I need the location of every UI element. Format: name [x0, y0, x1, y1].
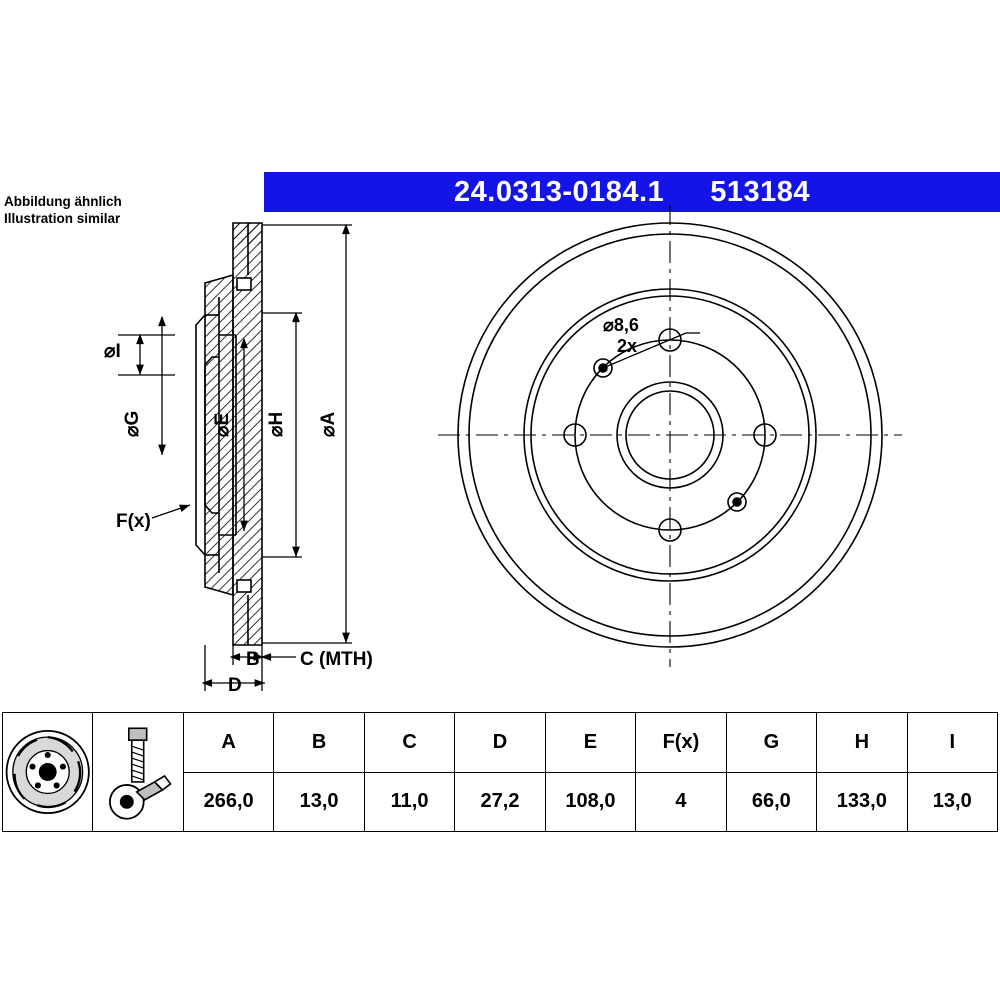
spec-header-E: E [545, 713, 635, 773]
brake-disc-icon [3, 713, 92, 831]
spec-header-A: A [183, 713, 273, 773]
mounting-bolt-icon-cell [93, 713, 183, 832]
spec-header-F: F(x) [636, 713, 726, 773]
technical-drawing [0, 205, 1000, 705]
face-view [438, 205, 902, 667]
dim-label-G: ⌀G [122, 410, 143, 437]
dim-label-H: ⌀H [266, 411, 287, 437]
mounting-bolt-icon [93, 713, 182, 831]
dim-label-F: F(x) [116, 511, 151, 532]
brake-disc-icon-cell [3, 713, 93, 832]
part-number: 24.0313-0184.1 [454, 175, 665, 208]
spec-value-C: 11,0 [364, 772, 454, 832]
dim-label-I: ⌀I [104, 341, 121, 362]
spec-value-A: 266,0 [183, 772, 273, 832]
dim-label-E: ⌀E [212, 412, 233, 437]
spec-header-B: B [274, 713, 364, 773]
dim-label-A: ⌀A [318, 411, 339, 437]
spec-header-I: I [907, 713, 997, 773]
spec-value-I: 13,0 [907, 772, 997, 832]
illustration-note-de: Abbildung ähnlich [4, 194, 122, 209]
spec-table [2, 712, 998, 832]
spec-header-C: C [364, 713, 454, 773]
hole-count-label: 2x [617, 336, 638, 356]
spec-table-icon-row [3, 713, 998, 773]
spec-header-H: H [817, 713, 907, 773]
spec-value-G: 66,0 [726, 772, 816, 832]
spec-value-F: 4 [636, 772, 726, 832]
spec-value-E: 108,0 [545, 772, 635, 832]
hole-diameter-label: ⌀8,6 [603, 315, 639, 335]
spec-value-D: 27,2 [455, 772, 545, 832]
spec-header-G: G [726, 713, 816, 773]
spec-value-H: 133,0 [817, 772, 907, 832]
spec-header-D: D [455, 713, 545, 773]
reference-number: 513184 [710, 175, 810, 208]
dim-label-D: D [228, 675, 242, 696]
spec-value-B: 13,0 [274, 772, 364, 832]
dim-label-B: B [246, 649, 260, 670]
dim-label-C: C (MTH) [300, 649, 373, 670]
illustration-note-en: Illustration similar [4, 211, 121, 226]
